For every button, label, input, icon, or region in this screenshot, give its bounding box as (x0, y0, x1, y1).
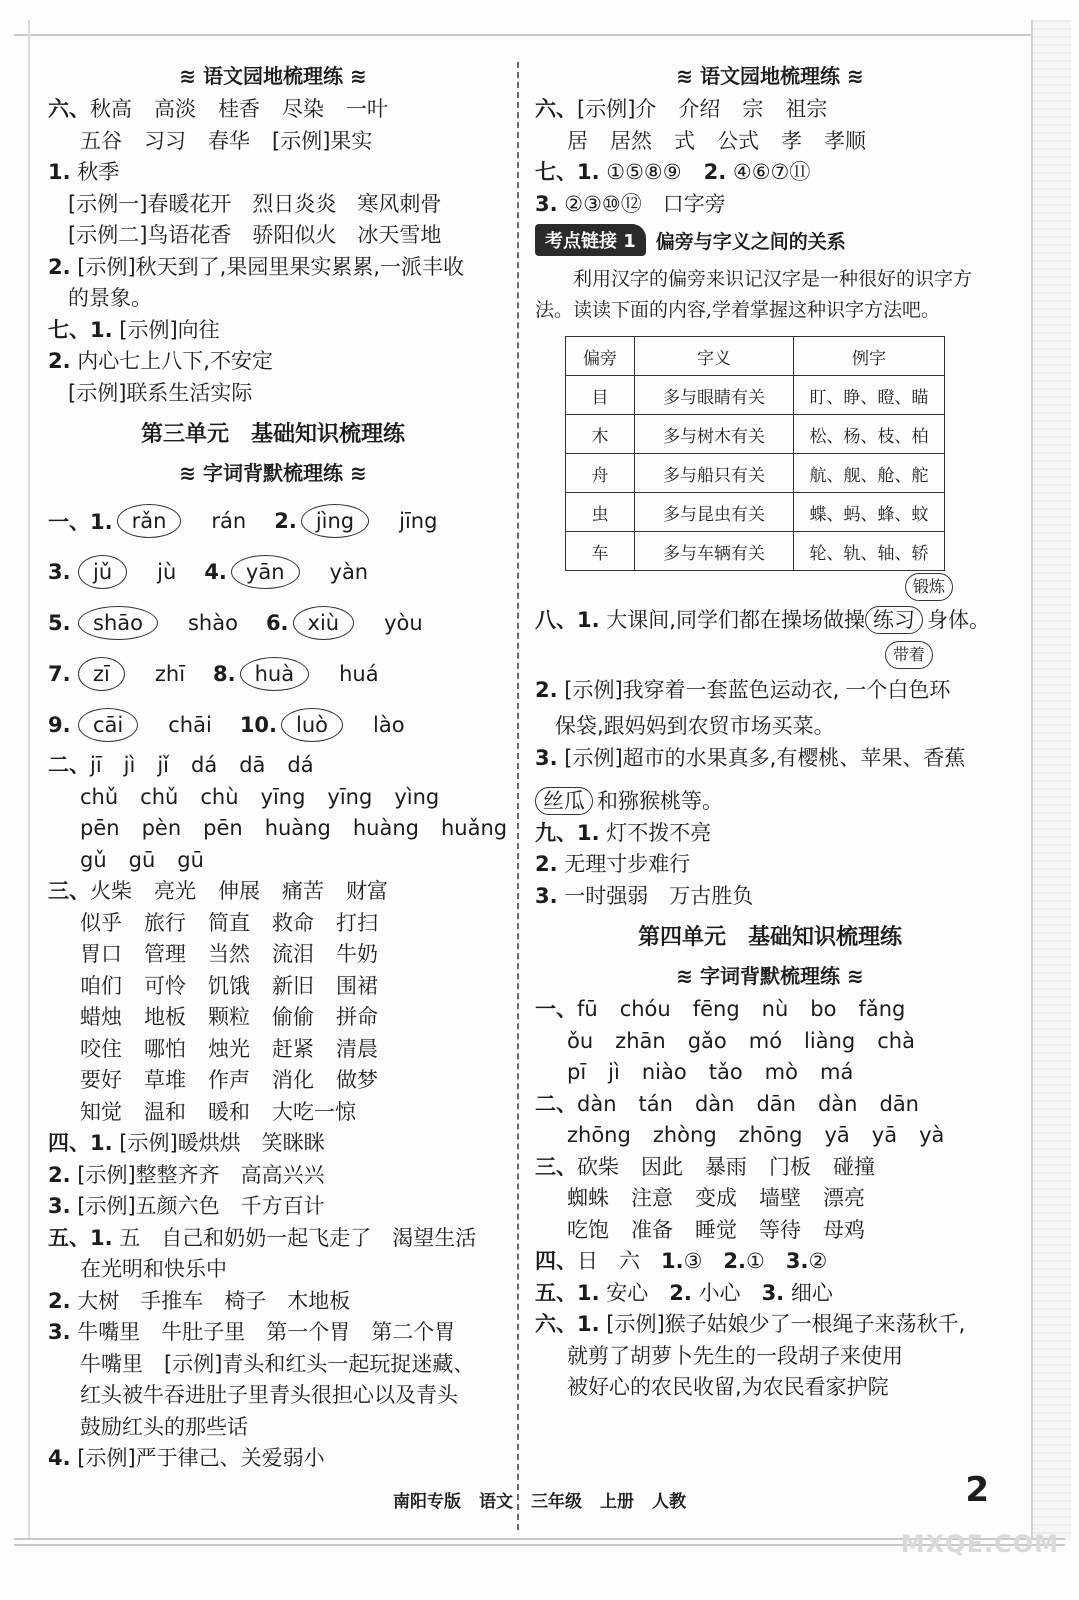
section-title: ≋ 字词背默梳理练 ≋ (179, 461, 367, 485)
answer-line: 2. 内心七上八下,不安定 (48, 349, 273, 373)
correction-q1: 锻炼 八、1. 大课间,同学们都在操场做操 练习 身体。 (535, 571, 1005, 639)
item-six: 六、秋高 高淡 桂香 尽染 一叶 (48, 97, 388, 121)
right-column (535, 58, 1005, 1404)
answer-line: 牛嘴里 [示例]青头和红头一起玩捉迷藏、 (80, 1351, 475, 1376)
circled-answer: jǔ (78, 555, 127, 589)
pinyin-row: 9. cāi chāi 10. luò lào (48, 699, 498, 750)
answer-line: 在光明和快乐中 (80, 1257, 227, 1281)
answer-line: [示例]联系生活实际 (68, 380, 253, 405)
page-footer: 南阳专版 语文 三年级 上册 人教 (393, 1492, 686, 1512)
word-line: 三、砍柴 因此 暴雨 门板 碰撞 (535, 1154, 875, 1179)
column-divider (517, 62, 519, 1530)
answer-line: 3. 一时强弱 万古胜负 (535, 883, 754, 908)
answer-line: 3. [示例]超市的水果真多,有樱桃、苹果、香蕉 (535, 745, 966, 770)
answer-line: 九、1. 灯不拨不亮 (535, 820, 712, 845)
knowledge-link-paragraph: 利用汉字的偏旁来识记汉字是一种很好的识字方法。读读下面的内容,学着掌握这种识字方法吧。 (535, 268, 973, 321)
answer-line: 2. 大树 手推车 椅子 木地板 (48, 1288, 351, 1313)
answer-line: 五、1. 安心 2. 小心 3. 细心 (535, 1280, 833, 1305)
answer-line: 鼓励红头的那些话 (80, 1414, 248, 1439)
page-left-border (8, 20, 30, 1540)
left-column (48, 58, 508, 1475)
page-top-border (14, 6, 1065, 36)
pinyin-line: zhōng zhòng zhōng yā yā yà (567, 1123, 945, 1147)
section-title: ≋ 语文园地梳理练 ≋ (676, 64, 864, 88)
pinyin-row: 5. shāo shào 6. xiù yòu (48, 597, 498, 648)
deleted-word-box: 丝瓜 (535, 787, 593, 815)
word-line: 吃饱 准备 睡觉 等待 母鸡 (567, 1217, 865, 1242)
section-title: ≋ 语文园地梳理练 ≋ (179, 64, 367, 88)
table-header-row: 偏旁 字义 例字 (566, 337, 945, 376)
item-six-row2: 居 居然 式 公式 孝 孝顺 (567, 128, 866, 153)
unit-title: 第四单元 基础知识梳理练 (637, 925, 902, 950)
unit-title: 第三单元 基础知识梳理练 (140, 422, 405, 447)
word-line: 蜘蛛 注意 变成 墙壁 漂亮 (567, 1186, 865, 1210)
item-six-row2: 五谷 习习 春华 [示例]果实 (80, 128, 373, 153)
circled-answer: huà (240, 657, 310, 691)
pinyin-line: pī jì niào tǎo mò má (567, 1060, 854, 1084)
circled-answer: xiù (293, 606, 355, 640)
answer-line: 2. 无理寸步难行 (535, 852, 691, 876)
answer-line: 3. [示例]五颜六色 千方百计 (48, 1194, 325, 1218)
table-row: 舟 多与船只有关 航、舰、舱、舵 (566, 454, 945, 493)
answer-line: [示例一]春暖花开 烈日炎炎 寒风刺骨 (68, 191, 442, 216)
answer-line: 保袋,跟妈妈到农贸市场买菜。 (555, 714, 835, 738)
word-line: 咱们 可怜 饥饿 新旧 围裙 (80, 973, 378, 998)
circled-answer: yān (231, 555, 300, 589)
circled-answer: cāi (78, 708, 138, 742)
table-row: 虫 多与昆虫有关 蝶、蚂、蜂、蚊 (566, 493, 945, 532)
page-number: 2 (965, 1470, 989, 1510)
answer-line: 丝瓜 和猕猴桃等。 (535, 786, 1005, 818)
answer-line: 被好心的农民收留,为农民看家护院 (567, 1375, 889, 1399)
circled-answer: luò (281, 708, 343, 742)
answer-line: 就剪了胡萝卜先生的一段胡子来使用 (567, 1343, 903, 1368)
correction-mark: 锻炼 (905, 573, 953, 601)
table-row: 车 多与车辆有关 轮、轨、轴、轿 (566, 532, 945, 571)
radical-table (565, 336, 945, 571)
pinyin-row: 3. jǔ jù 4. yān yàn (48, 546, 498, 597)
word-line: 要好 草堆 作声 消化 做梦 (80, 1068, 378, 1092)
crossed-word-box: 练习 (865, 606, 923, 634)
knowledge-link-badge: 考点链接 1 (535, 224, 646, 256)
pinyin-line: ǒu zhān gǎo mó liàng chà (567, 1028, 915, 1053)
pinyin-line: pēn pèn pēn huàng huàng huǎng (80, 816, 508, 840)
pinyin-line: chǔ chǔ chù yīng yīng yìng (80, 784, 440, 809)
item-six: 六、[示例]介 介绍 宗 祖宗 (535, 97, 828, 121)
pinyin-row: 一、1. rǎn rán 2. jìng jīng (48, 495, 498, 546)
word-line: 知觉 温和 暖和 大吃一惊 (80, 1099, 356, 1124)
circled-answer: jìng (301, 504, 369, 538)
answer-line: 4. [示例]严于律己、关爱弱小 (48, 1446, 325, 1470)
answer-line: 七、1. [示例]向往 (48, 317, 220, 342)
knowledge-link-header (535, 224, 1005, 256)
answer-line: 1. 秋季 (48, 160, 120, 184)
answer-line: [示例二]鸟语花香 骄阳似火 冰天雪地 (68, 223, 442, 247)
answer-line: 七、1. ①⑤⑧⑨ 2. ④⑥⑦⑪ (535, 160, 811, 184)
word-line: 蜡烛 地板 颗粒 偷偷 拼命 (80, 1005, 378, 1029)
pinyin-row: 7. zī zhī 8. huà huá (48, 648, 498, 699)
section-title: ≋ 字词背默梳理练 ≋ (676, 964, 864, 988)
table-row: 木 多与树木有关 松、杨、枝、柏 (566, 415, 945, 454)
answer-line: 2. [示例]秋天到了,果园里果实累累,一派丰收 (48, 254, 465, 279)
answer-line: 四、日 六 1.③ 2.① 3.② (535, 1249, 828, 1273)
pinyin-line: gǔ gū gū (80, 847, 204, 872)
answer-line: 六、1. [示例]猴子姑娘少了一根绳子来荡秋千, (535, 1312, 966, 1336)
table-row: 目 多与眼睛有关 盯、睁、瞪、瞄 (566, 376, 945, 415)
pinyin-line: 二、dàn tán dàn dān dàn dān (535, 1091, 919, 1116)
answer-line: 四、1. [示例]暖烘烘 笑眯眯 (48, 1131, 325, 1155)
answer-line: 2. [示例]整整齐齐 高高兴兴 (48, 1162, 325, 1187)
circled-answer: shāo (78, 606, 158, 640)
correction-mark: 带着 (885, 641, 933, 669)
circled-answer: zī (78, 657, 125, 691)
pinyin-line: 一、fū chóu fēng nù bo fǎng (535, 997, 906, 1021)
pinyin-line: 二、jī jì jǐ dá dā dá (48, 753, 314, 777)
answer-line: 红头被牛吞进肚子里青头很担心以及青头 (80, 1383, 458, 1407)
watermark: MXQE.COM (900, 1530, 1059, 1558)
answer-line: 的景象。 (68, 286, 152, 310)
word-line: 胃口 管理 当然 流泪 牛奶 (80, 942, 378, 966)
word-line: 似乎 旅行 简直 救命 打扫 (80, 910, 378, 935)
answer-line: 3. 牛嘴里 牛肚子里 第一个胃 第二个胃 (48, 1320, 456, 1344)
word-line: 咬住 哪怕 烛光 赶紧 清晨 (80, 1036, 378, 1061)
answer-line: 五、1. 五 自己和奶奶一起飞走了 渴望生活 (48, 1225, 477, 1250)
word-line: 三、火柴 亮光 伸展 痛苦 财富 (48, 879, 388, 903)
correction-q2: 带着 2. [示例]我穿着一套蓝色运动衣, 一个白色环 (535, 639, 1005, 711)
answer-line: 3. ②③⑩⑫ 口字旁 (535, 191, 726, 216)
knowledge-link-title: 偏旁与字义之间的关系 (655, 230, 846, 253)
page-right-border (1031, 20, 1071, 1540)
circled-answer: rǎn (117, 504, 182, 538)
